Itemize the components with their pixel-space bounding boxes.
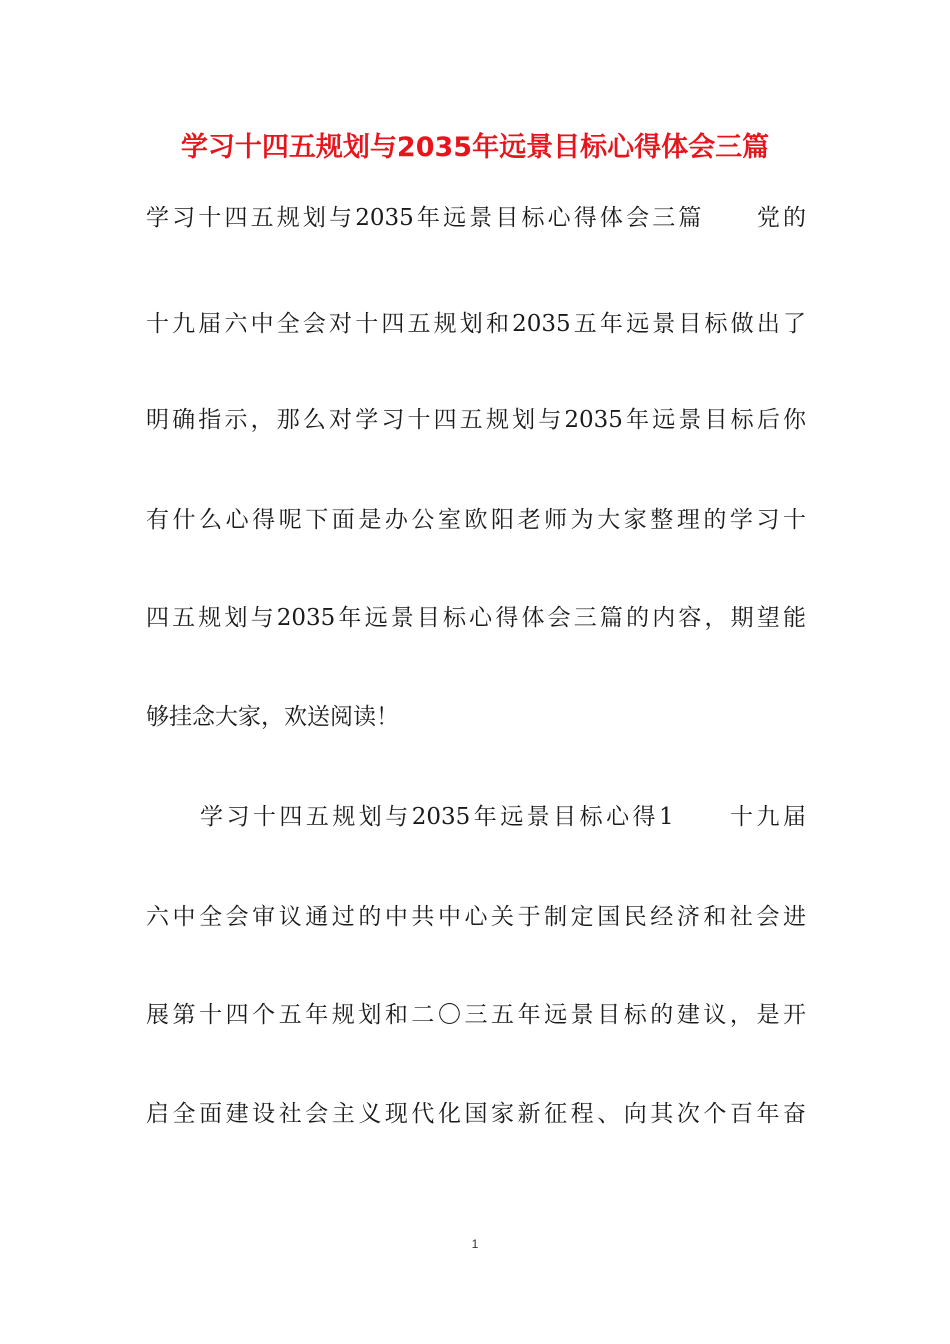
body-line: 展第十四个五年规划和二〇三五年远景目标的建议，是开 (146, 1002, 806, 1028)
body-line: 有什么心得呢下面是办公室欧阳老师为大家整理的学习十 (146, 507, 806, 533)
body-line: 够挂念大家，欢送阅读！ (146, 704, 399, 730)
section-heading-line: 学习十四五规划与2035年远景目标心得1 十九届 (200, 804, 806, 830)
body-line: 六中全会审议通过的中共中心关于制定国民经济和社会进 (146, 904, 806, 930)
body-line: 十九届六中全会对十四五规划和2035五年远景目标做出了 (146, 311, 806, 337)
page-number: 1 (471, 1237, 479, 1251)
body-line: 四五规划与2035年远景目标心得体会三篇的内容，期望能 (146, 605, 806, 631)
body-line: 学习十四五规划与2035年远景目标心得体会三篇 党的 (146, 205, 806, 231)
page-title: 学习十四五规划与2035年远景目标心得体会三篇 (180, 132, 770, 163)
body-line: 明确指示，那么对学习十四五规划与2035年远景目标后你 (146, 407, 806, 433)
body-line: 启全面建设社会主义现代化国家新征程、向其次个百年奋 (146, 1101, 806, 1127)
